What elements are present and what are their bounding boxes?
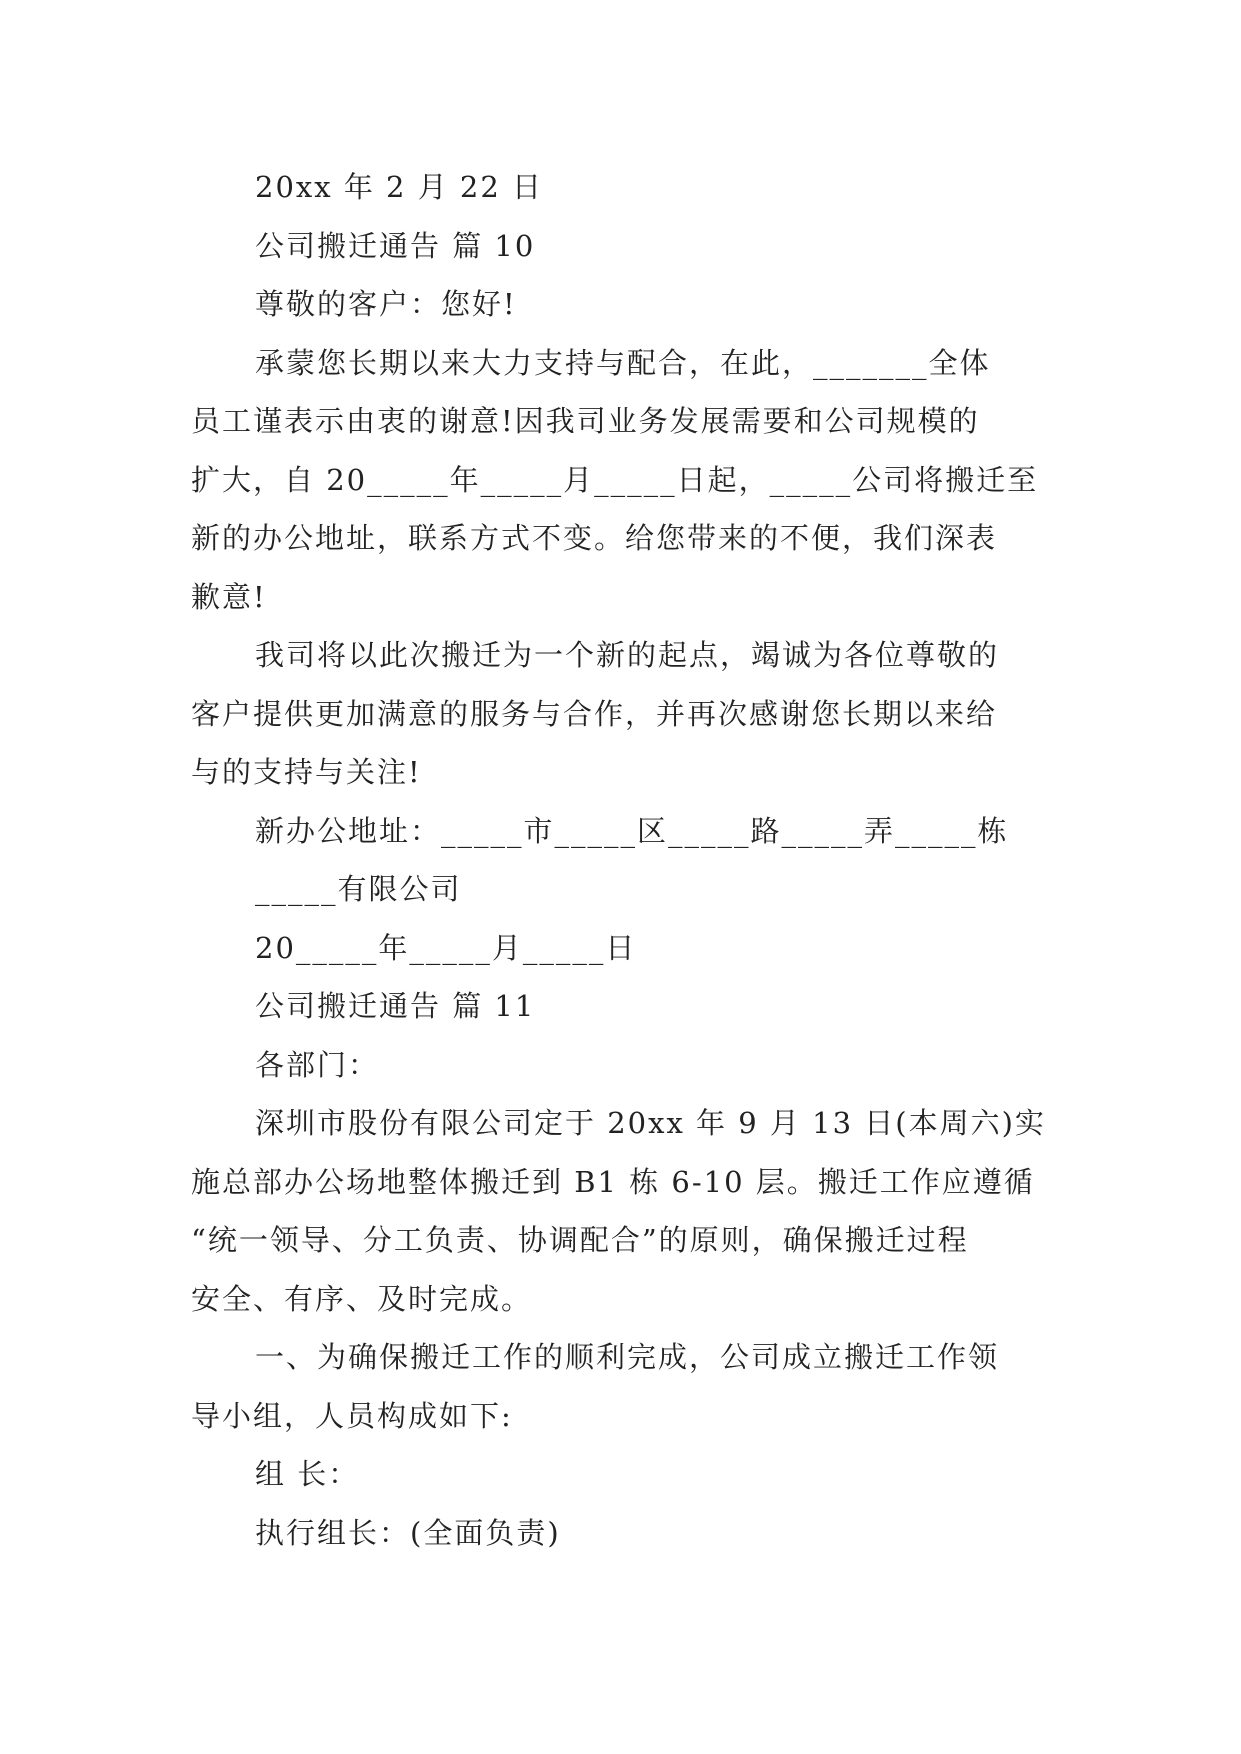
executive-leader-line: 执行组长：(全面负责) [255, 1515, 561, 1550]
paragraph-line: 新的办公地址，联系方式不变。给您带来的不便，我们深表 [191, 521, 998, 555]
paragraph-line: 一、为确保搬迁工作的顺利完成，公司成立搬迁工作领 [255, 1340, 1000, 1374]
group-leader-line: 组 长： [255, 1457, 360, 1491]
paragraph-line: 承蒙您长期以来大力支持与配合，在此，_______全体 [255, 345, 991, 380]
document-body [191, 158, 1052, 1562]
recipient-line: 各部门： [255, 1047, 380, 1082]
paragraph-line: 导小组，人员构成如下: [191, 1398, 513, 1433]
paragraph-line: 与的支持与关注! [191, 755, 422, 789]
signature-date-line: 20_____年_____月_____日 [255, 930, 637, 965]
paragraph-line: 施总部办公场地整体搬迁到 B1 栋 6-10 层。搬迁工作应遵循 [191, 1164, 1035, 1199]
paragraph-commitment [191, 626, 1052, 802]
company-signature-line: _____有限公司 [255, 872, 462, 906]
date-line: 20xx 年 2 月 22 日 [255, 170, 544, 204]
paragraph-line: 深圳市股份有限公司定于 20xx 年 9 月 13 日(本周六)实 [255, 1106, 1046, 1140]
paragraph-line: 扩大，自 20_____年_____月_____日起，_____公司将搬迁至 [191, 462, 1039, 497]
paragraph-line: 客户提供更加满意的服务与合作，并再次感谢您长期以来给 [191, 696, 998, 731]
section-heading-10: 公司搬迁通告 篇 10 [255, 228, 536, 263]
paragraph-line: 安全、有序、及时完成。 [191, 1281, 533, 1316]
address-line: 新办公地址：_____市_____区_____路_____弄_____栋 [255, 813, 1009, 848]
paragraph-relocation-plan [191, 1094, 1052, 1328]
paragraph-line: 员工谨表示由衷的谢意!因我司业务发展需要和公司规模的 [191, 404, 980, 438]
greeting-line: 尊敬的客户：您好! [255, 287, 517, 321]
paragraph-thanks [191, 334, 1052, 627]
paragraph-line: 我司将以此次搬迁为一个新的起点，竭诚为各位尊敬的 [255, 638, 1000, 672]
section-heading-11: 公司搬迁通告 篇 11 [255, 989, 536, 1023]
paragraph-line: 歉意! [191, 579, 267, 614]
paragraph-line: “统一领导、分工负责、协调配合”的原则，确保搬迁过程 [191, 1223, 969, 1257]
paragraph-leadership-group [191, 1328, 1052, 1445]
